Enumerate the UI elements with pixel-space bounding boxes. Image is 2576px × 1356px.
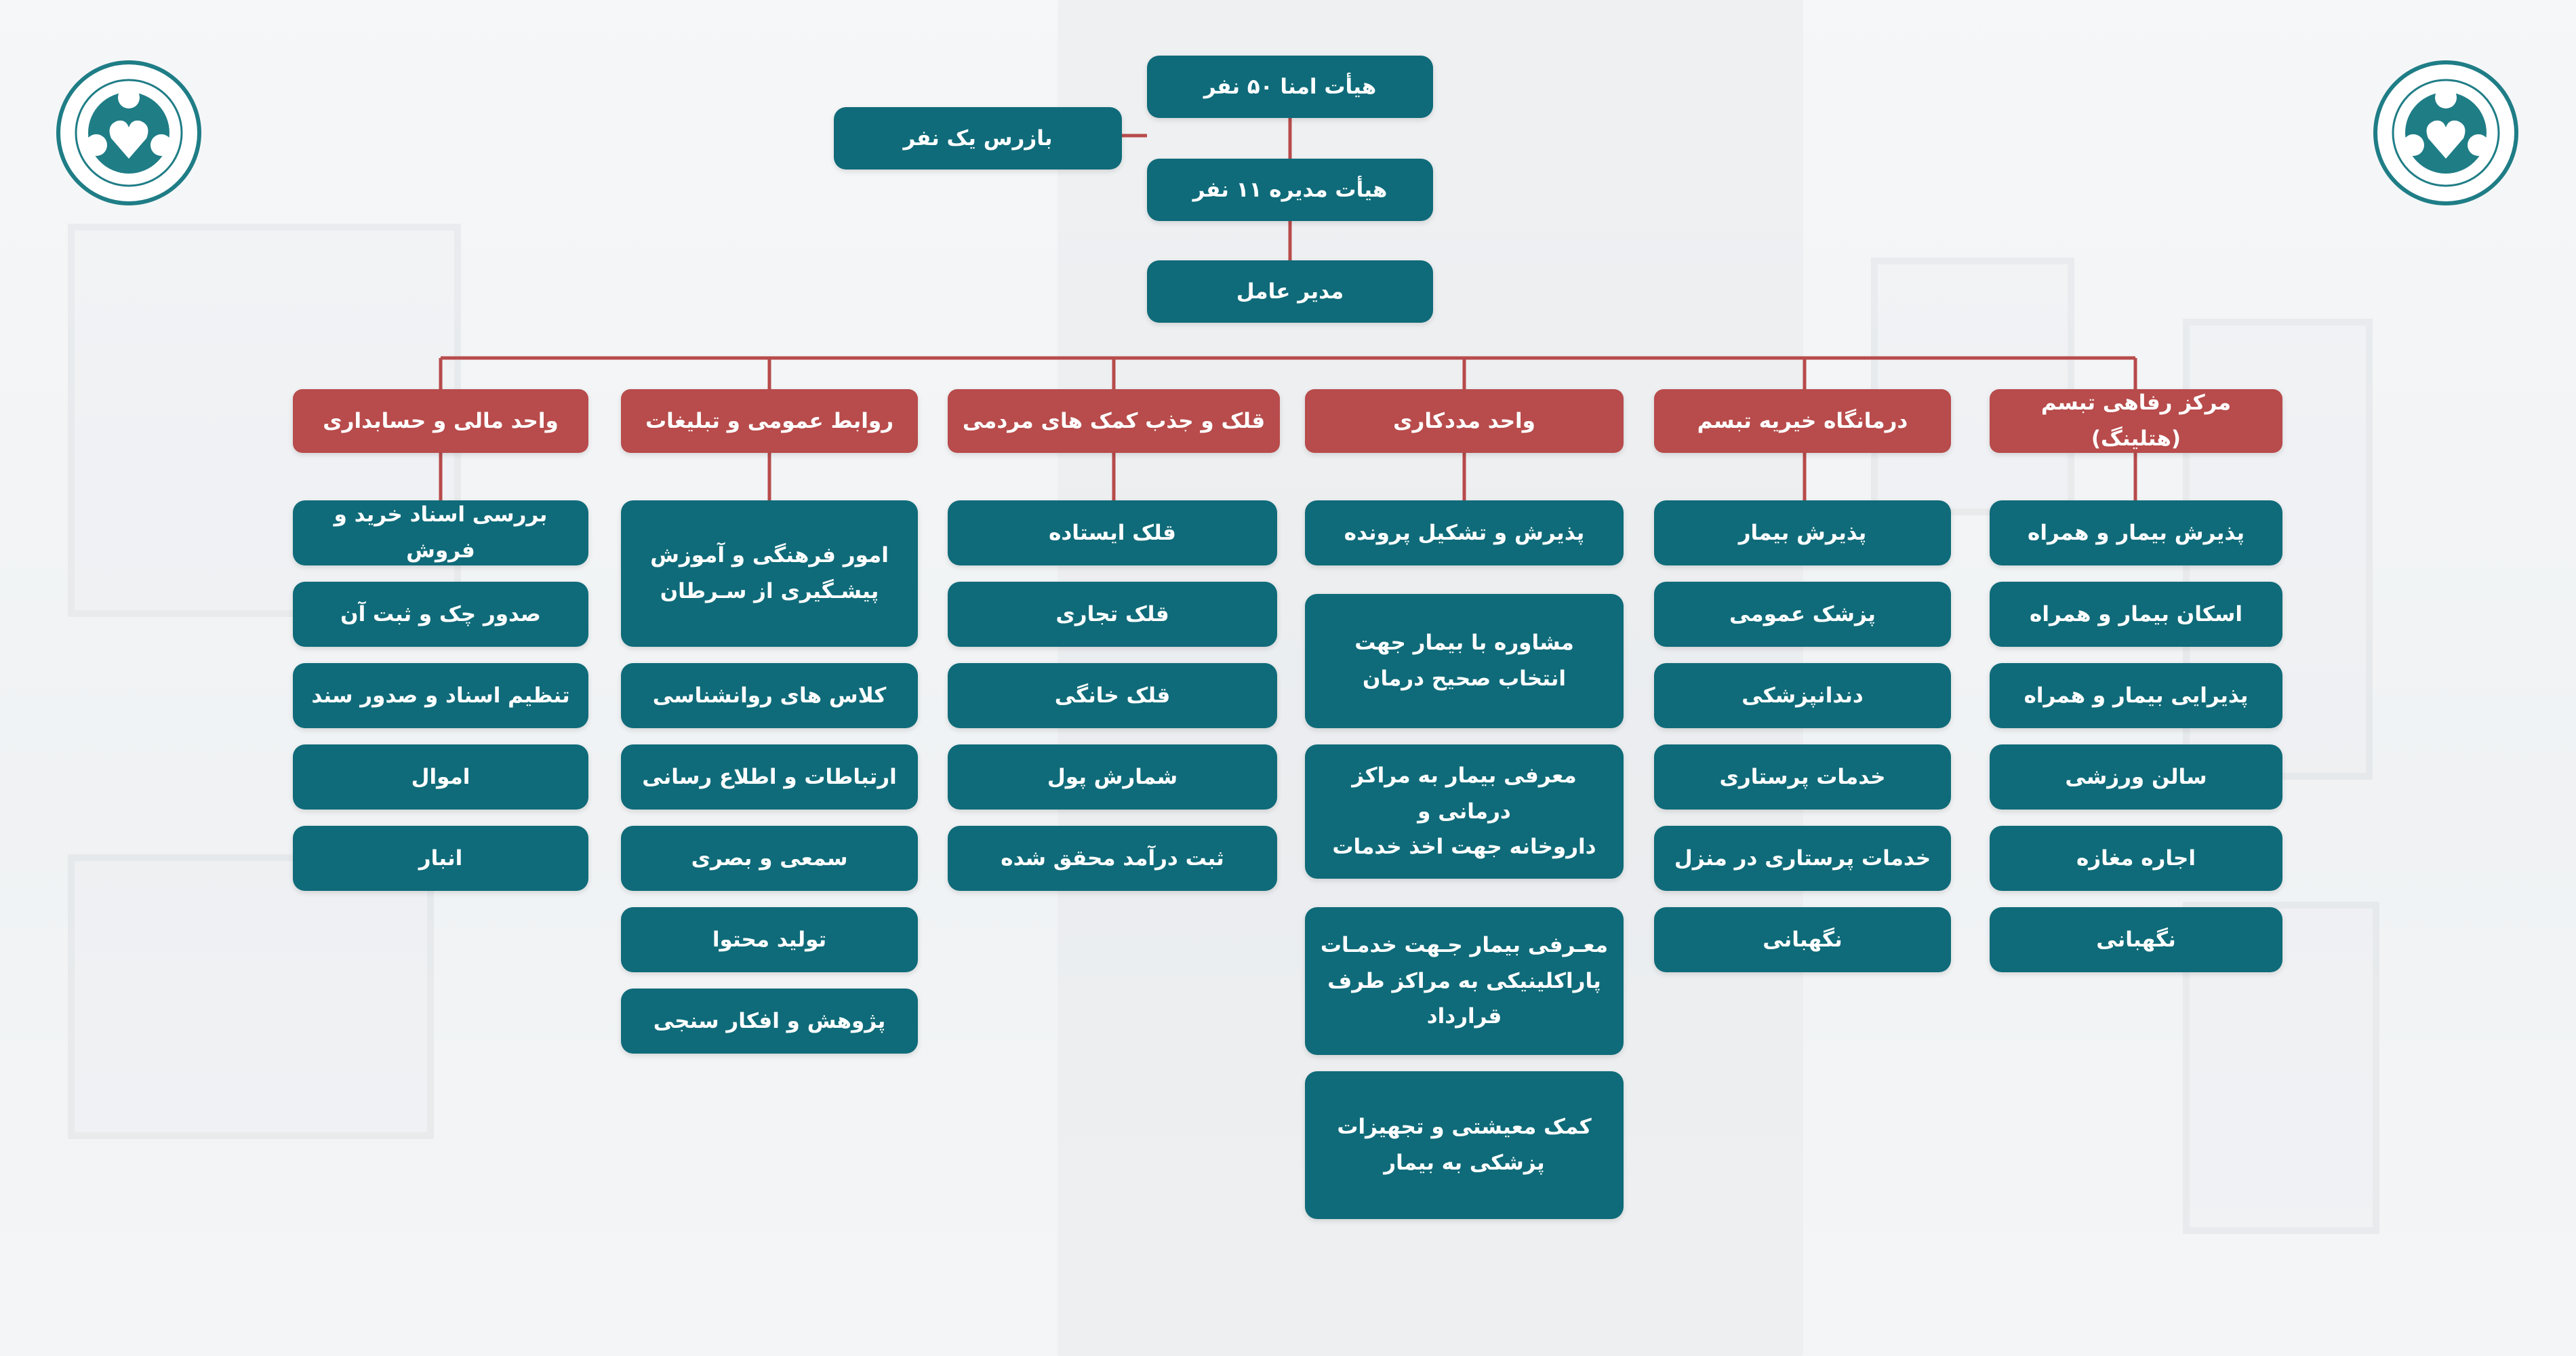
department-public-relations: روابط عمومی و تبلیغات	[621, 389, 918, 453]
finance-item: اموال	[293, 744, 588, 810]
welfare-item: سالن ورزشی	[1990, 744, 2282, 810]
ceo-box: مدیر عامل	[1147, 260, 1433, 323]
welfare-item: اسکان بیمار و همراه	[1990, 582, 2282, 647]
welfare-item: پذیرایی بیمار و همراه	[1990, 663, 2282, 728]
clinic-item: نگهبانی	[1654, 907, 1951, 972]
finance-item: تنظیم اسناد و صدور سند	[293, 663, 588, 728]
department-donations: قلک و جذب کمک های مردمی	[948, 389, 1280, 453]
trustees-box: هیأت امنا ۵۰ نفر	[1147, 56, 1433, 118]
department-social-work: واحد مددکاری	[1305, 389, 1624, 453]
public-relations-item: کلاس های روانشناسی	[621, 663, 918, 728]
clinic-item: پزشک عمومی	[1654, 582, 1951, 647]
welfare-item: اجاره مغازه	[1990, 826, 2282, 891]
public-relations-item: تولید محتوا	[621, 907, 918, 972]
donations-item: قلک خانگی	[948, 663, 1277, 728]
department-finance: واحد مالی و حسابداری	[293, 389, 588, 453]
welfare-item: پذیرش بیمار و همراه	[1990, 500, 2282, 565]
clinic-item: خدمات پرستاری	[1654, 744, 1951, 810]
donations-item: ثبت درآمد محقق شده	[948, 826, 1277, 891]
social-work-item: معـرفی بیمار جـهت خدمـات پاراکلینیکی به مراکز طرف قرارداد	[1305, 907, 1624, 1055]
finance-item: بررسی اسناد خرید و فروش	[293, 500, 588, 565]
finance-item: انبار	[293, 826, 588, 891]
public-relations-item: پژوهش و افکار سنجی	[621, 989, 918, 1054]
social-work-item: کمک معیشتی و تجهیزات پزشکی به بیمار	[1305, 1071, 1624, 1219]
organization-logo-icon	[2371, 58, 2520, 207]
clinic-item: دندانپزشکی	[1654, 663, 1951, 728]
public-relations-item: ارتباطات و اطلاع رسانی	[621, 744, 918, 810]
public-relations-item: امور فرهنگی و آموزش پیشـگیری از سـرطان	[621, 500, 918, 647]
finance-item: صدور چک و ثبت آن	[293, 582, 588, 647]
social-work-item: معرفی بیمار به مراکز درمانی و داروخانه جهت اخذ خدمات	[1305, 744, 1624, 879]
inspector-box: بازرس یک نفر	[834, 107, 1122, 170]
welfare-item: نگهبانی	[1990, 907, 2282, 972]
donations-item: شمارش پول	[948, 744, 1277, 810]
social-work-item: مشاوره با بیمار جهت انتخاب صحیح درمان	[1305, 594, 1624, 728]
social-work-item: پذیرش و تشکیل پرونده	[1305, 500, 1624, 565]
board-box: هیأت مدیره ۱۱ نفر	[1147, 159, 1433, 221]
clinic-item: خدمات پرستاری در منزل	[1654, 826, 1951, 891]
donations-item: قلک تجاری	[948, 582, 1277, 647]
donations-item: قلک ایستاده	[948, 500, 1277, 565]
public-relations-item: سمعی و بصری	[621, 826, 918, 891]
organization-logo-icon	[54, 58, 203, 207]
clinic-item: پذیرش بیمار	[1654, 500, 1951, 565]
department-welfare-center: مرکز رفاهی تبسم (هتلینگ)	[1990, 389, 2282, 453]
department-clinic: درمانگاه خیریه تبسم	[1654, 389, 1951, 453]
